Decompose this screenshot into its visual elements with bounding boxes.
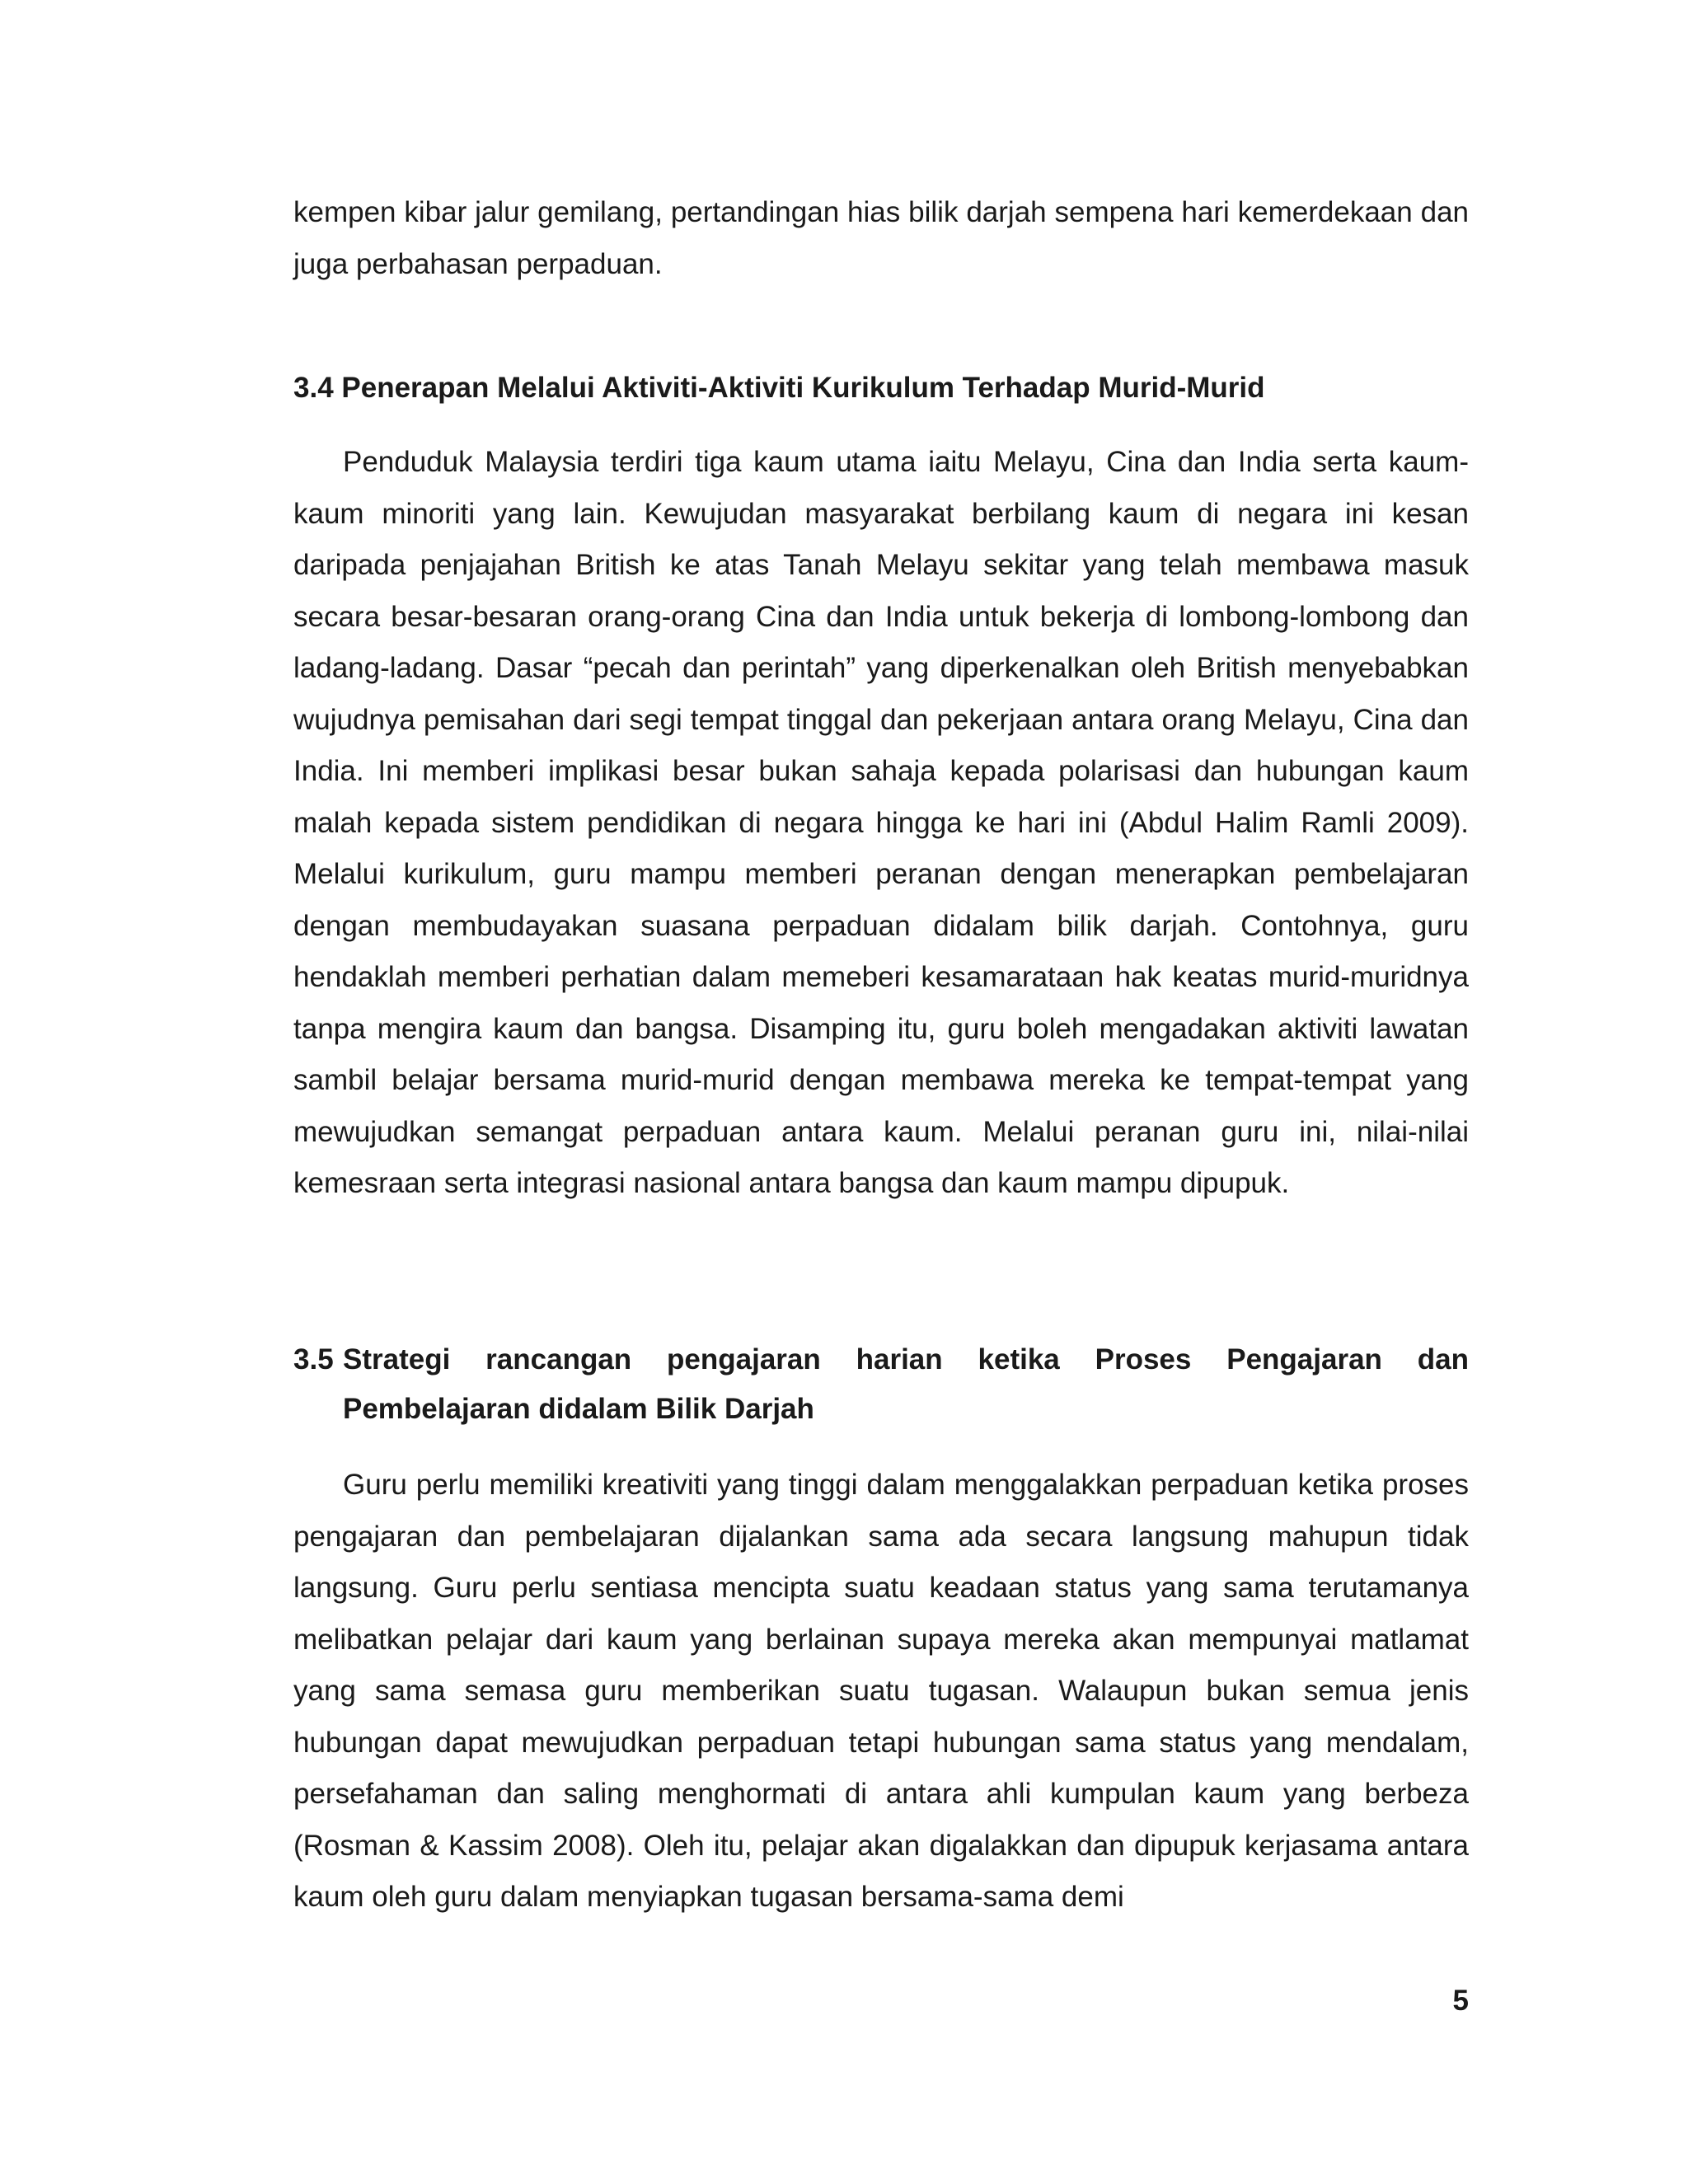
section-3-5-title-line-2: Pembelajaran didalam Bilik Darjah [343,1393,814,1425]
section-3-4-paragraph: Penduduk Malaysia terdiri tiga kaum utama iaitu Melayu, Cina dan India serta kaum-kaum minoriti yang lain. Kewujudan masyarakat berbilang kaum di negara ini kesan daripada penjajahan British ke atas Tanah Melayu sekitar yang telah membawa masuk secara besar-besaran orang-orang Cina dan India untuk bekerja di lombong-lombong dan ladang-ladang. Dasar “pecah dan perintah” yang diperkenalkan oleh British menyebabkan wujudnya pemisahan dari segi tempat tinggal dan pekerjaan antara orang Melayu, Cina dan India. Ini memberi implikasi besar bukan sahaja kepada polarisasi dan hubungan kaum malah kepada sistem pendidikan di negara hingga ke hari ini (Abdul Halim Ramli 2009). Melalui kurikulum, guru mampu memberi peranan dengan menerapkan pembelajaran dengan membudayakan suasana perpaduan didalam bilik darjah. Contohnya, guru hendaklah memberi perhatian dalam memeberi kesamarataan hak keatas murid-muridnya tanpa mengira kaum dan bangsa. Disamping itu, guru boleh mengadakan aktiviti lawatan sambil belajar bersama murid-murid dengan membawa mereka ke tempat-tempat yang mewujudkan semangat perpaduan antara kaum. Melalui peranan guru ini, nilai-nilai kemesraan serta integrasi nasional antara bangsa dan kaum mampu dipupuk. [293,446,1469,1199]
section-3-5-title [343,1335,1469,1434]
section-3-5-title-line-1: Strategi rancangan pengajaran harian ketika Proses Pengajaran dan [343,1343,1469,1376]
page-number: 5 [1452,1985,1469,2017]
section-3-5-number: 3.5 [293,1343,334,1376]
section-3-5-paragraph: Guru perlu memiliki kreativiti yang tinggi dalam menggalakkan perpaduan ketika proses pengajaran dan pembelajaran dijalankan sama ada secara langsung mahupun tidak langsung. Guru perlu sentiasa mencipta suatu keadaan status yang sama terutamanya melibatkan pelajar dari kaum yang berlainan supaya mereka akan mempunyai matlamat yang sama semasa guru memberikan suatu tugasan. Walaupun bukan semua jenis hubungan dapat mewujudkan perpaduan tetapi hubungan sama status yang mendalam, persefahaman dan saling menghormati di antara ahli kumpulan kaum yang berbeza (Rosman & Kassim 2008). Oleh itu, pelajar akan digalakkan dan dipupuk kerjasama antara kaum oleh guru dalam menyiapkan tugasan bersama-sama demi [293,1469,1469,1913]
intro-paragraph: kempen kibar jalur gemilang, pertandingan hias bilik darjah sempena hari kemerdekaan dan juga perbahasan perpaduan. [293,196,1469,280]
section-3-4-heading: 3.4 Penerapan Melalui Aktiviti-Aktiviti Kurikulum Terhadap Murid-Murid [293,372,1265,404]
section-3-5-heading [293,1335,1469,1434]
